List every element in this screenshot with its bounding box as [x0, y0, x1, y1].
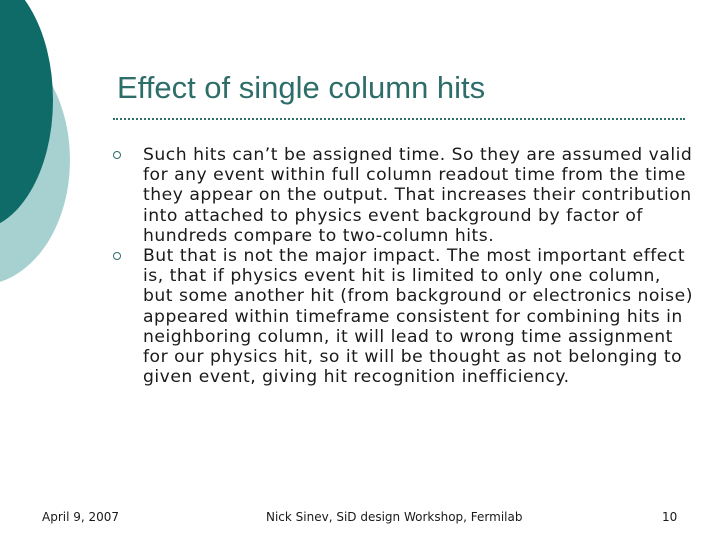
- page-number: 10: [662, 510, 678, 524]
- title-divider: [113, 118, 685, 120]
- bullet-list: [113, 145, 693, 387]
- corner-decoration: [0, 0, 80, 290]
- bullet-circle-icon: [113, 151, 121, 159]
- bullet-item-1: [113, 145, 693, 246]
- bullet-circle-icon: [113, 252, 121, 260]
- bullet-text: But that is not the major impact. The most important effect is, that if physics event hit is limited to only one column, but some another hit (from background or electronics noise) appeared within timeframe consistent for combining hits in neighboring column, it will lead to wrong time assignment for our physics hit, so it will be thought as not belonging to given event, giving hit recognition inefficiency.: [143, 246, 693, 388]
- bullet-text: Such hits can’t be assigned time. So they are assumed valid for any event within full column readout time from the time they appear on the output. That increases their contribution into attached to physics event background by factor of hundreds compare to two-column hits.: [143, 145, 693, 246]
- bullet-item-2: [113, 246, 693, 387]
- slide-title: Effect of single column hits: [117, 70, 486, 105]
- footer-date: April 9, 2007: [42, 510, 120, 524]
- footer-presenter: Nick Sinev, SiD design Workshop, Fermilab: [266, 510, 523, 524]
